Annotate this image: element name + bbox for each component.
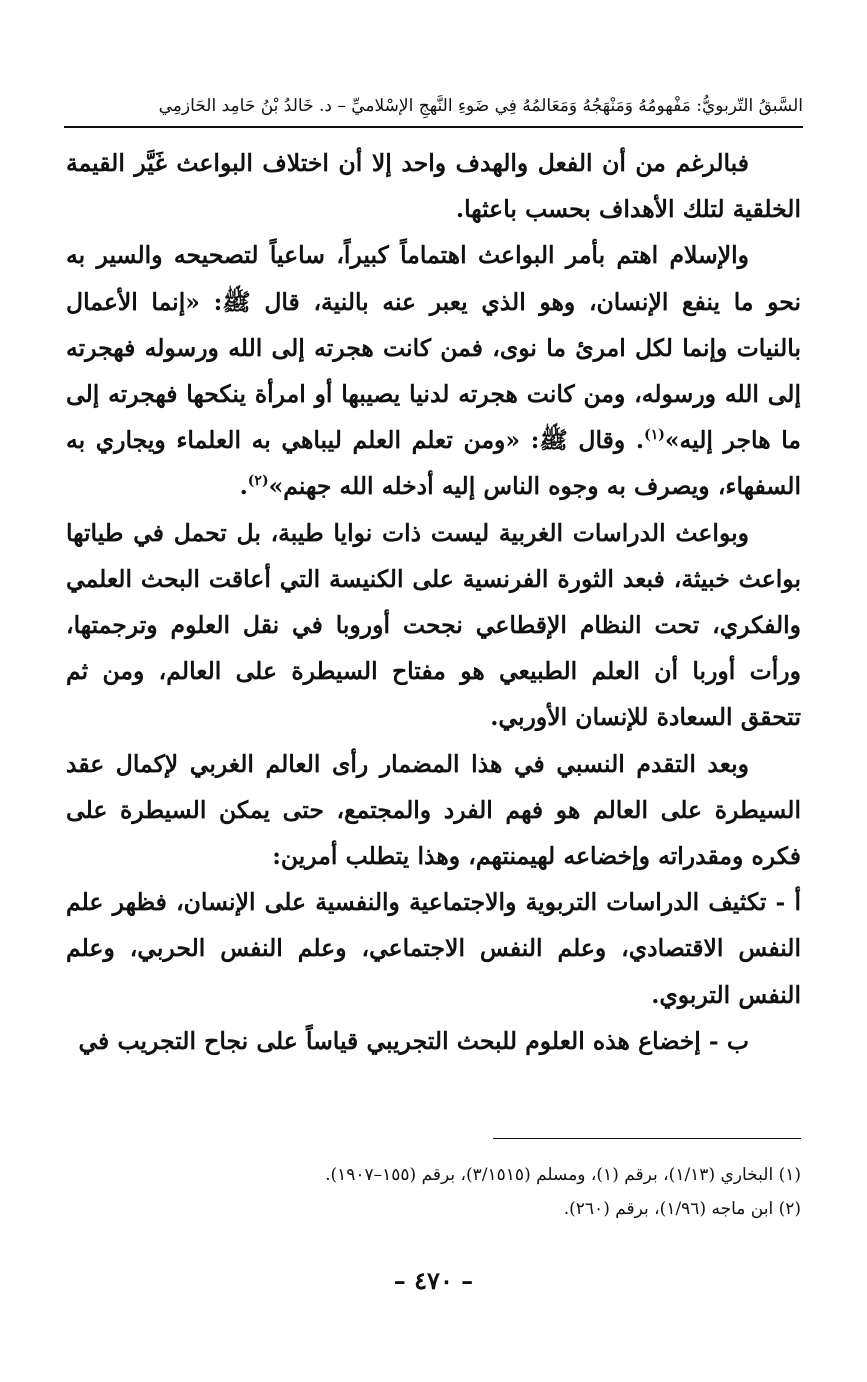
footnotes — [66, 1158, 801, 1226]
paragraph-1: فبالرغم من أن الفعل والهدف واحد إلا أن اختلاف البواعث غَيَّر القيمة الخلقية لتلك الأهداف بحسب باعثها. — [66, 149, 801, 224]
running-header — [64, 92, 803, 128]
footnote-divider — [493, 1138, 801, 1139]
footnote-2: (٢) ابن ماجه (١/٩٦)، برقم (٢٦٠). — [563, 1199, 801, 1219]
paragraph-3: وبواعث الدراسات الغربية ليست ذات نوايا طيبة، بل تحمل في طياتها بواعث خبيثة، فبعد الثورة الفرنسية على الكنيسة التي أعاقت البحث العلمي والفكري، تحت النظام الإقطاعي نجحت أوروبا في نقل العلوم وترجمتها، ورأت أوربا أن العلم الطبيعي هو مفتاح السيطرة على العالم، ومن ثم تتحقق السعادة للإنسان الأوربي. — [66, 518, 801, 732]
paragraph-4: وبعد التقدم النسبي في هذا المضمار رأى العالم الغربي لإكمال عقد السيطرة على العالم هو فهم الفرد والمجتمع، حتى يمكن السيطرة على فكره ومقدراته وإخضاعه لهيمنتهم، وهذا يتطلب أمرين: — [66, 749, 801, 871]
paragraph-2-end: . — [239, 472, 248, 501]
page-number: – ٤٧٠ – — [393, 1266, 474, 1295]
body-text — [66, 140, 801, 1064]
footnote-ref-2[interactable]: (٢) — [247, 473, 269, 490]
paragraph-2-text-continued: . وقال ﷺ: «ومن تعلم العلم ليباهي به العلماء ويجاري به السفهاء، ويصرف به وجوه الناس إليه أدخله الله جهنم» — [66, 426, 801, 501]
paragraph-2 — [66, 232, 801, 509]
footnote-ref-1[interactable]: (١) — [644, 427, 665, 444]
footnote-1: (١) البخاري (١/١٣)، برقم (١)، ومسلم (٣/١٥١٥)، برقم (١٥٥–١٩٠٧). — [325, 1165, 801, 1185]
running-title: السَّبقُ التّربويُّ: مَفْهومُهُ وَمَنْهَجُهُ وَمَعَالمُهُ فِي ضَوءِ النَّهجِ الإسْلاميِّ – د. خَالدُ بْنُ حَامِد الحَازمِي — [158, 96, 803, 116]
list-item-a: أ - تكثيف الدراسات التربوية والاجتماعية والنفسية على الإنسان، فظهر علم النفس الاقتصادي، وعلم النفس الاجتماعي، وعلم النفس الحربي، وعلم النفس التربوي. — [66, 888, 801, 1009]
list-item-b: ب - إخضاع هذه العلوم للبحث التجريبي قياساً على نجاح التجريب في — [78, 1026, 749, 1055]
paragraph-2-text: والإسلام اهتم بأمر البواعث اهتماماً كبيراً، ساعياً لتصحيحه والسير به نحو ما ينفع الإنسان، وهو الذي يعبر عنه بالنية، قال ﷺ: «إنما الأعمال بالنيات وإنما لكل امرئ ما نوى، فمن كانت هجرته إلى الله ورسوله فهجرته إلى الله ورسوله، ومن كانت هجرته لدنيا يصيبها أو امرأة ينكحها فهجرته إلى ما هاجر إليه» — [66, 241, 801, 455]
